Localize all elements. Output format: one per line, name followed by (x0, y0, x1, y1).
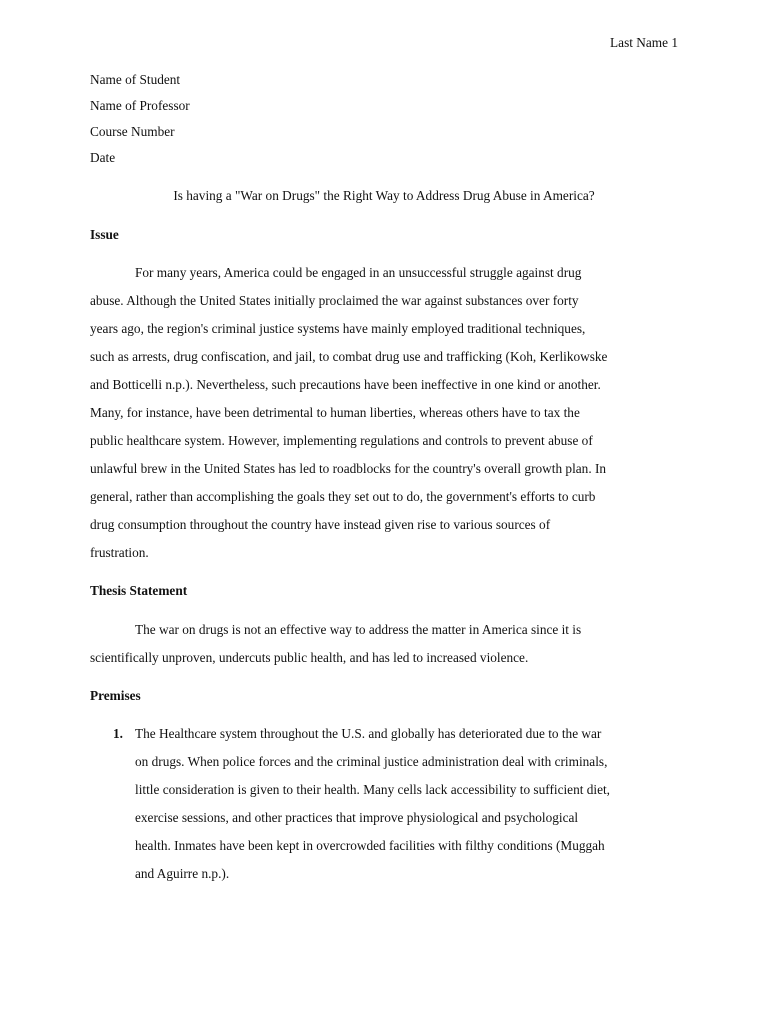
student-name: Name of Student (90, 72, 181, 87)
paragraph-line: years ago, the region's criminal justice systems have mainly employed traditional techniques, (90, 321, 586, 336)
list-item-line: little consideration is given to their health. Many cells lack accessibility to sufficient diet, (135, 782, 610, 797)
premises-heading: Premises (90, 688, 141, 703)
list-item-line: exercise sessions, and other practices that improve physiological and psychological (135, 810, 579, 825)
paragraph-line: public healthcare system. However, implementing regulations and controls to prevent abuse of (90, 433, 593, 448)
paragraph-line: frustration. (90, 545, 149, 560)
thesis-heading: Thesis Statement (90, 583, 188, 598)
list-item-line: and Aguirre n.p.). (135, 866, 230, 881)
paragraph-line: For many years, America could be engaged in an unsuccessful struggle against drug (135, 265, 582, 280)
paragraph-line: scientifically unproven, undercuts public health, and has led to increased violence. (90, 650, 529, 665)
professor-name: Name of Professor (90, 98, 190, 113)
paragraph-line: abuse. Although the United States initially proclaimed the war against substances over forty (90, 293, 579, 308)
paragraph-line: drug consumption throughout the country have instead given rise to various sources of (90, 517, 551, 532)
paragraph-line: Many, for instance, have been detrimental to human liberties, whereas others have to tax the (90, 405, 580, 420)
list-item-line: health. Inmates have been kept in overcrowded facilities with filthy conditions (Muggah (135, 838, 605, 853)
list-item-line: The Healthcare system throughout the U.S. and globally has deteriorated due to the war (135, 726, 602, 741)
date: Date (90, 150, 116, 165)
paragraph-line: The war on drugs is not an effective way to address the matter in America since it is (135, 622, 582, 637)
paragraph-line: such as arrests, drug confiscation, and jail, to combat drug use and trafficking (Koh, Kerlikowske (90, 349, 608, 364)
course-number: Course Number (90, 124, 175, 139)
paragraph-line: unlawful brew in the United States has led to roadblocks for the country's overall growth plan. In (90, 461, 607, 476)
paragraph-line: general, rather than accomplishing the goals they set out to do, the government's efforts to curb (90, 489, 596, 504)
paragraph-line: and Botticelli n.p.). Nevertheless, such precautions have been ineffective in one kind or another. (90, 377, 601, 392)
issue-heading: Issue (90, 227, 119, 242)
list-item-line: on drugs. When police forces and the criminal justice administration deal with criminals, (135, 754, 608, 769)
paper-title: Is having a "War on Drugs" the Right Way to Address Drug Abuse in America? (173, 188, 595, 203)
running-head: Last Name 1 (610, 35, 678, 50)
list-number: 1. (113, 726, 123, 741)
